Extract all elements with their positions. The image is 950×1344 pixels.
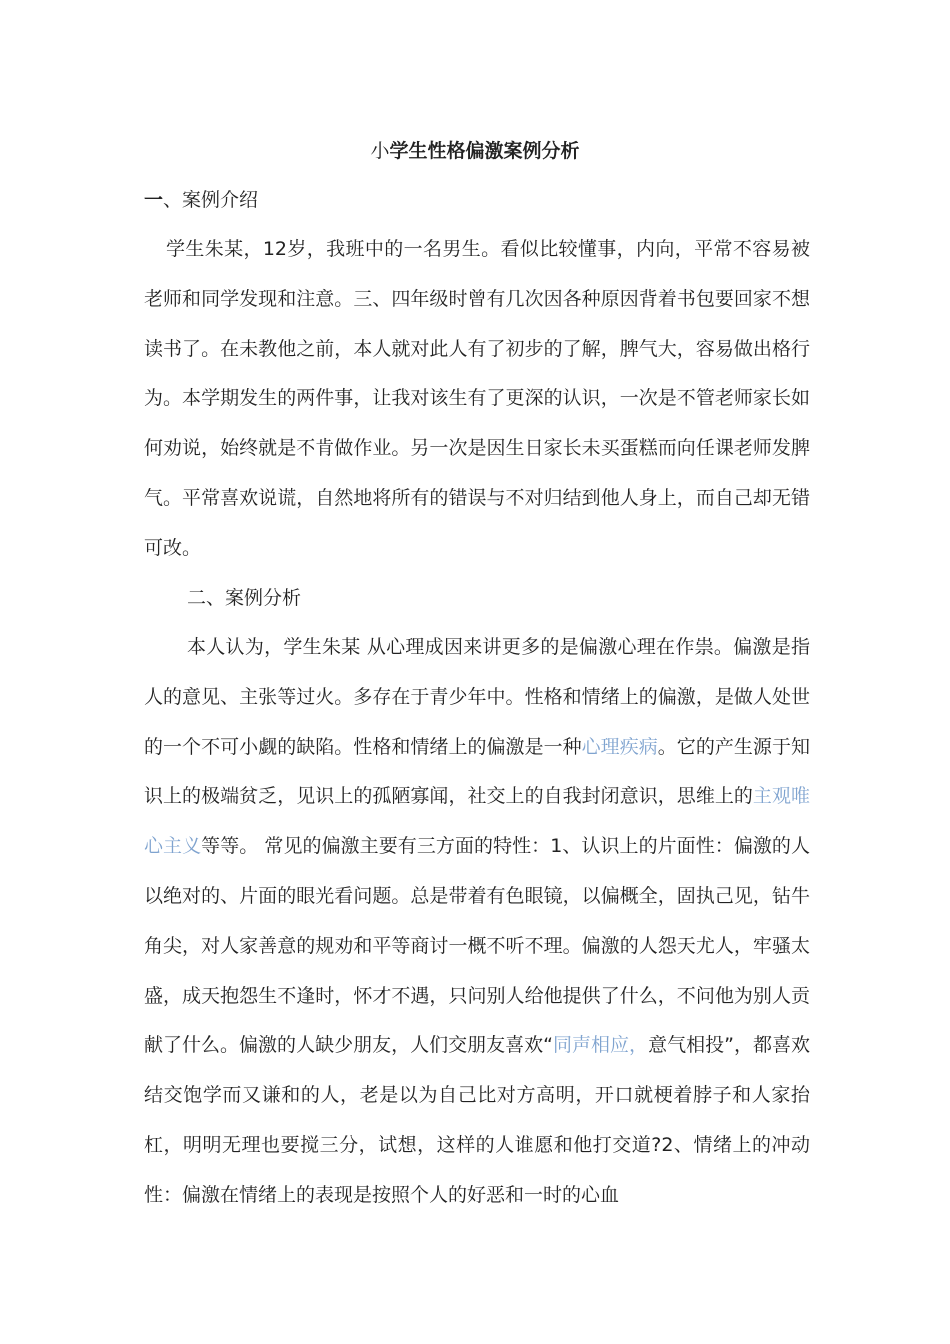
section2-heading: 二、案例分析 — [187, 587, 302, 609]
section1-heading — [144, 185, 258, 215]
section2-paragraph — [144, 623, 810, 1221]
section1-heading-text: 、案例介绍 — [163, 189, 259, 211]
section2-text-part: 本人认为，学生朱某 从心理成因来讲更多的是偏激心理在作祟。偏激是指人的意见、主张等过火。多存在于青少年中。性格和情绪上的偏激，是做人处世的一个不可小觑的缺陷。性格和情绪上的偏激是一种 — [144, 636, 810, 758]
section2-text-part: 意气相投”，都喜欢结交饱学而又谦和的人，老是以为自己比对方高明，开口就梗着脖子和人家抬杠，明明无理也要搅三分，试想，这样的人谁愿和他打交道?2、情绪上的冲动性：偏激在情绪上的表现是按照个人的好恶和一时的心血 — [144, 1034, 810, 1206]
section2-text-part: 。它的产生源于知识上的极端贫乏，见识上的孤陋寡闻，社交上的自我封闭意识，思维上的 — [144, 735, 810, 808]
title-text: 学生性格偏激案例分析 — [389, 140, 580, 162]
link-psychological-disease[interactable]: 心理疾病 — [581, 735, 658, 758]
section2-text-part: 等等。 常见的偏激主要有三方面的特性：1、认识上的片面性：偏激的人以绝对的、片面的眼光看问题。总是带着有色眼镜，以偏概全，固执己见，钻牛角尖，对人家善意的规劝和平等商讨一概不听不理。偏激的人怨天尤人，牢骚太盛，成天抱怨生不逢时，怀才不遇，只问别人给他提供了什么，不问他为别人贡献了什么。偏激的人缺少朋友，人们交朋友喜欢“ — [144, 835, 810, 1057]
link-idiom-tongsheng[interactable]: 同声相应， — [553, 1034, 649, 1057]
section1-number: 一 — [144, 189, 164, 211]
section1-paragraph: 学生朱某，12岁，我班中的一名男生。看似比较懂事，内向，平常不容易被老师和同学发现和注意。三、四年级时曾有几次因各种原因背着书包要回家不想读书了。在未教他之前，本人就对此人有了初步的了解，脾气大，容易做出格行为。本学期发生的两件事，让我对该生有了更深的认识，一次是不管老师家长如何劝说，始终就是不肯做作业。另一次是因生日家长未买蛋糕而向任课老师发脾气。平常喜欢说谎，自然地将所有的错误与不对归结到他人身上，而自己却无错可改。 — [144, 238, 810, 559]
link-subjective-idealism[interactable]: 主观唯心主义 — [144, 785, 810, 858]
document-title — [0, 136, 950, 166]
title-lead-char: 小 — [370, 140, 390, 162]
